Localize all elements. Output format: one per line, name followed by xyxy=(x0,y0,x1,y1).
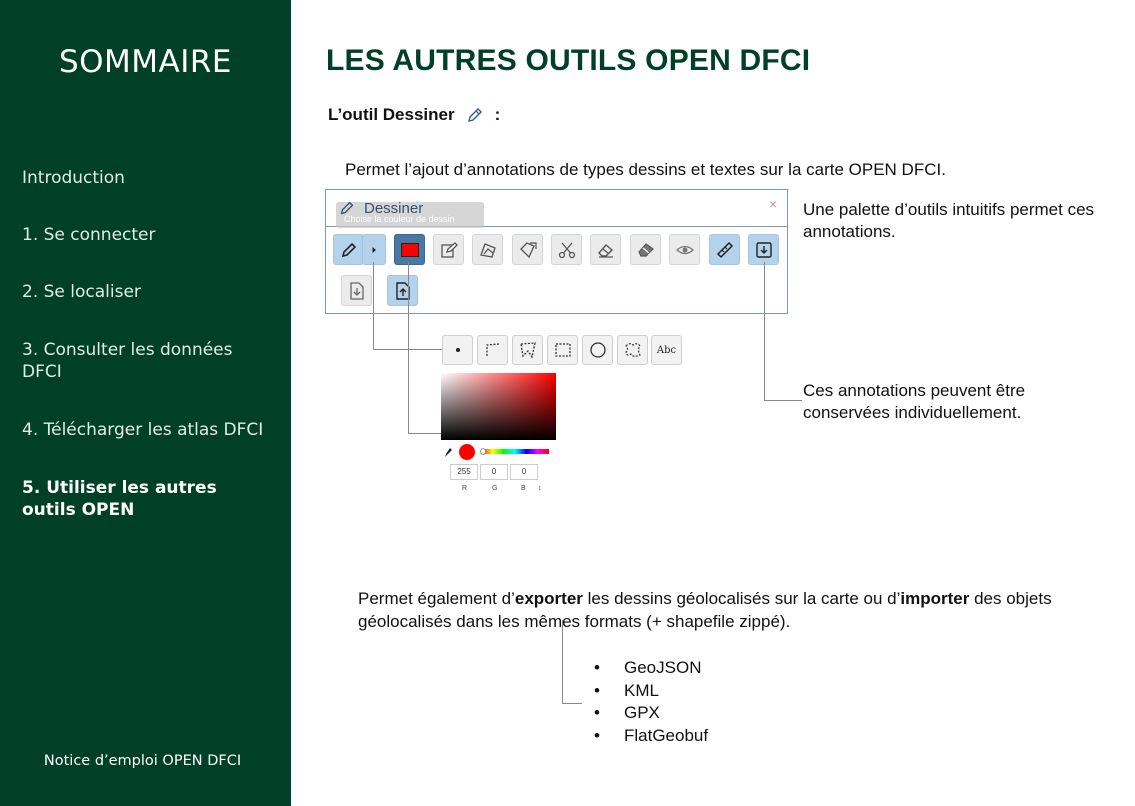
draw-panel-title xyxy=(338,199,423,217)
selected-color-swatch xyxy=(459,444,475,460)
move-button[interactable] xyxy=(512,234,543,265)
polygon-icon xyxy=(518,340,538,360)
color-mode-toggle[interactable]: ↕ xyxy=(538,485,542,492)
red-label: R xyxy=(462,485,468,492)
download-icon xyxy=(754,240,774,260)
line-tool[interactable] xyxy=(477,335,508,365)
visibility-button[interactable] xyxy=(669,234,700,265)
color-picker-area[interactable] xyxy=(441,373,556,440)
polygon-tool[interactable] xyxy=(512,335,543,365)
file-download-icon xyxy=(347,281,367,301)
subtitle-colon: : xyxy=(494,105,501,124)
sidebar-footer: Notice d’emploi OPEN DFCI xyxy=(43,753,242,769)
move-shape-icon xyxy=(518,240,538,260)
export-keyword: exporter xyxy=(514,589,583,608)
erase-button[interactable] xyxy=(590,234,621,265)
cut-button[interactable] xyxy=(551,234,582,265)
draw-tool-button[interactable] xyxy=(333,234,364,265)
sidebar-title: SOMMAIRE xyxy=(58,44,233,80)
subtitle-label: L’outil Dessiner xyxy=(328,105,455,124)
export-button[interactable] xyxy=(748,234,779,265)
freehand-icon xyxy=(623,340,643,360)
export-text xyxy=(358,587,1078,633)
eraser-all-icon xyxy=(636,240,656,260)
save-note: Ces annotations peuvent être conservées individuellement. xyxy=(803,381,1026,422)
freehand-tool[interactable] xyxy=(617,335,648,365)
transform-icon xyxy=(478,240,498,260)
red-input[interactable]: 255 xyxy=(450,464,478,480)
circle-tool[interactable] xyxy=(582,335,613,365)
eraser-icon xyxy=(596,240,616,260)
hue-slider-handle[interactable] xyxy=(480,448,486,455)
page-title: LES AUTRES OUTILS OPEN DFCI xyxy=(326,44,811,77)
close-icon[interactable]: × xyxy=(768,196,777,212)
text-tool[interactable] xyxy=(651,335,682,365)
sidebar-item-se-connecter[interactable]: 1. Se connecter xyxy=(22,225,156,245)
scissors-icon xyxy=(557,240,577,260)
color-swatch xyxy=(401,243,419,257)
transform-button[interactable] xyxy=(472,234,503,265)
green-label: G xyxy=(492,485,498,492)
import-keyword: importer xyxy=(900,589,970,608)
list-item: • FlatGeobuf xyxy=(594,725,708,748)
erase-all-button[interactable] xyxy=(630,234,661,265)
sidebar-item-se-localiser[interactable]: 2. Se localiser xyxy=(22,282,141,302)
palette-note: Une palette d’outils intuitifs permet ces annotations. xyxy=(803,200,1095,241)
shape-menu-button[interactable] xyxy=(362,234,386,265)
tooltip: Choisir la couleur de dessin xyxy=(336,202,484,228)
list-item: • GPX xyxy=(594,702,708,725)
ruler-icon xyxy=(715,240,735,260)
eyedropper-icon[interactable] xyxy=(443,446,453,458)
import-button[interactable] xyxy=(341,275,372,306)
intro-text: Permet l’ajout d’annotations de types dessins et textes sur la carte OPEN DFCI. xyxy=(345,160,946,179)
point-tool[interactable] xyxy=(442,335,473,365)
export-text-part: les dessins géolocalisés sur la carte ou d’ xyxy=(582,589,901,608)
text-tool-label: Abc xyxy=(656,344,677,356)
point-icon xyxy=(448,340,468,360)
connector-export xyxy=(764,262,802,401)
caret-right-icon xyxy=(369,245,379,255)
list-item: • GeoJSON xyxy=(594,657,708,680)
rectangle-tool[interactable] xyxy=(547,335,578,365)
export-text-part: Permet également d’ xyxy=(358,589,515,608)
connector-color xyxy=(408,262,442,434)
list-item: • KML xyxy=(594,680,708,703)
measure-button[interactable] xyxy=(709,234,740,265)
tool-subtitle xyxy=(328,105,500,125)
eye-icon xyxy=(675,240,695,260)
edit-icon xyxy=(439,240,459,260)
pencil-icon xyxy=(338,199,356,217)
draw-panel-title-label: Dessiner xyxy=(364,199,424,217)
export-text-part: des objets géolocalisés dans les mêmes formats (+ shapefile zippé). xyxy=(358,589,1052,631)
sidebar-item-autres-outils[interactable]: 5. Utiliser les autres outils OPEN xyxy=(22,478,217,520)
draw-panel-header xyxy=(326,190,787,227)
green-input[interactable]: 0 xyxy=(480,464,508,480)
pencil-icon xyxy=(465,105,485,125)
pencil-icon xyxy=(339,240,359,260)
edit-button[interactable] xyxy=(433,234,464,265)
rectangle-icon xyxy=(553,340,573,360)
sidebar xyxy=(0,0,291,806)
circle-icon xyxy=(588,340,608,360)
hue-slider[interactable] xyxy=(481,449,549,454)
line-icon xyxy=(483,340,503,360)
blue-input[interactable]: 0 xyxy=(510,464,538,480)
color-button[interactable] xyxy=(394,234,425,265)
sidebar-item-introduction[interactable]: Introduction xyxy=(22,168,125,188)
blue-label: B xyxy=(521,485,526,492)
sidebar-item-telecharger-atlas[interactable]: 4. Télécharger les atlas DFCI xyxy=(22,420,264,440)
sidebar-item-consulter-donnees[interactable]: 3. Consulter les données DFCI xyxy=(22,340,233,382)
format-list xyxy=(594,657,708,747)
